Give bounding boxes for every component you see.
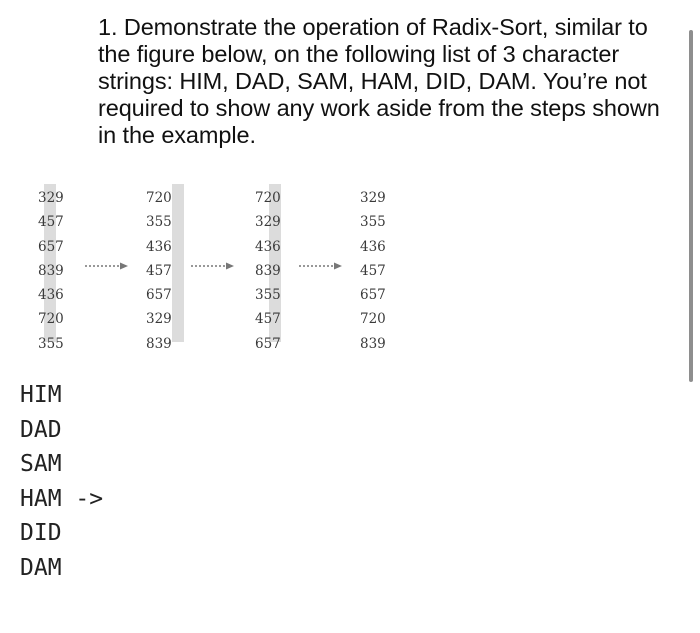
figure-number: 355: [360, 214, 386, 231]
figure-number: 436: [146, 238, 172, 255]
question-text: 1. Demonstrate the operation of Radix-Sort, similar to the figure below, on the following list of 3 character strings: HIM, DAD, SAM, HAM, DID, DAM. You’re not required to show any work aside from the steps shown in the example.: [98, 14, 660, 148]
figure-column-3: [255, 186, 281, 356]
figure-number: 657: [255, 335, 281, 352]
figure-number: 457: [360, 262, 386, 279]
figure-number: 329: [360, 190, 386, 206]
figure-number: 720: [146, 190, 172, 206]
figure-column-4: [360, 186, 386, 356]
string-item: DAM: [20, 554, 62, 581]
answer-strings-list: [20, 378, 103, 585]
dotted-arrow-icon: [190, 262, 236, 270]
dotted-arrow-icon: [298, 262, 344, 270]
figure-number: 720: [255, 190, 281, 206]
vertical-scrollbar[interactable]: [689, 30, 693, 382]
figure-number: 839: [255, 262, 281, 279]
figure-number: 355: [38, 335, 64, 352]
figure-number: 457: [38, 214, 64, 231]
string-item-with-arrow: [20, 482, 103, 517]
figure-number: 436: [38, 287, 64, 304]
radix-sort-example-figure: [24, 184, 404, 352]
string-item: HAM: [20, 485, 62, 512]
string-item: DID: [20, 520, 62, 546]
figure-number: 436: [360, 238, 386, 255]
string-item: HIM: [20, 382, 62, 408]
text-arrow: ->: [75, 485, 104, 512]
figure-number: 457: [255, 311, 281, 328]
string-item: DAD: [20, 416, 62, 443]
string-item: SAM: [20, 451, 62, 477]
figure-column-1: [38, 186, 64, 356]
figure-number: 839: [146, 335, 172, 352]
figure-number: 657: [360, 287, 386, 304]
figure-number: 436: [255, 238, 281, 255]
figure-number: 355: [255, 287, 281, 304]
figure-number: 720: [38, 311, 64, 328]
digit-highlight-column-2: [172, 184, 184, 342]
figure-number: 457: [146, 262, 172, 279]
figure-number: 329: [255, 214, 281, 231]
figure-number: 329: [146, 311, 172, 328]
figure-number: 839: [360, 335, 386, 352]
figure-number: 657: [38, 238, 64, 255]
figure-number: 720: [360, 311, 386, 328]
figure-column-2: [146, 186, 172, 356]
figure-number: 839: [38, 262, 64, 279]
figure-number: 657: [146, 287, 172, 304]
figure-number: 355: [146, 214, 172, 231]
figure-number: 329: [38, 190, 64, 206]
dotted-arrow-icon: [84, 262, 130, 270]
